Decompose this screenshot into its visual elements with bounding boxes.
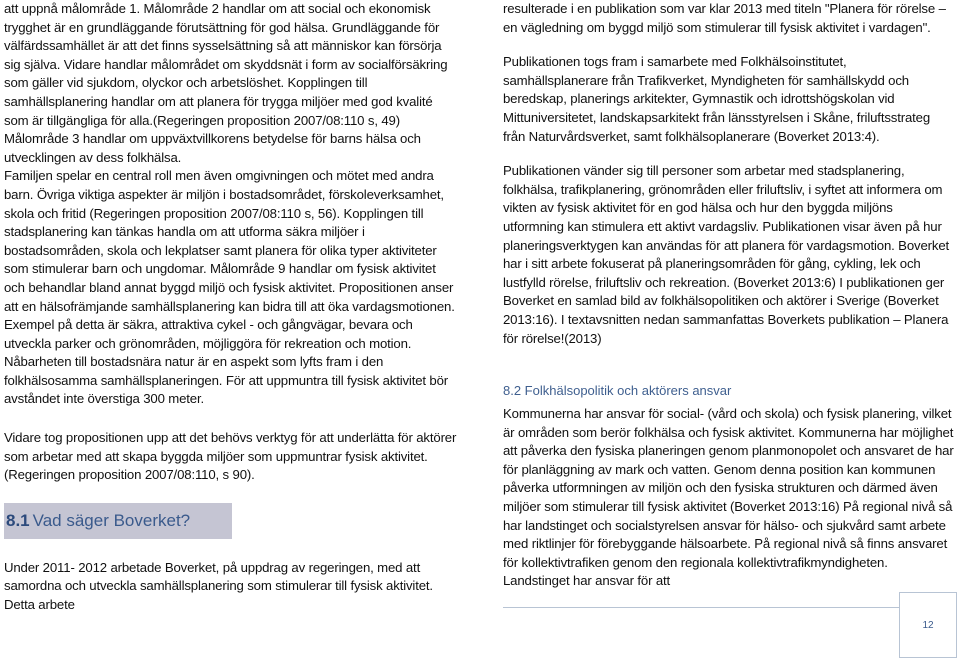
right-column <box>503 0 955 591</box>
section-heading-8-1 <box>4 503 232 539</box>
right-paragraph-3: Publikationen vänder sig till personer som arbetar med stadsplanering, folkhälsa, trafikplanering, grönområden eller friluftsliv, i syftet att informera om vikten av fysisk aktivitet för en god hälsa och hur den byggda miljöns utformning kan stimulera ett aktivt vardagsliv. Publikationen visar även på hur planeringsverktygen kan användas för att planera för vardagsmotion. Boverket har i sitt arbete fokuserat på planeringsområden för gång, cykling, lek och lustfylld rörelse, friluftsliv och rekreation. (Boverket 2013:6) I publikationen ger Boverket en samlad bild av folkhälsopolitiken och aktörer i Sverige (Boverket 2013:16). I textavsnitten nedan sammanfattas Boverkets publikation – Planera för rörelse!(2013) <box>503 163 950 346</box>
right-paragraph-4: Kommunerna har ansvar för social- (vård och skola) och fysisk planering, vilket är områden som berör folkhälsa och fysisk aktivitet. Kommunerna har möjlighet att påverka den fysiska planeringen genom planmonopolet och ansvaret de har för planläggning av mark och vatten. Genom denna position kan kommunen påverka utformningen av miljön och den fysiska strukturen och därmed även miljöer som stimulerar till fysisk aktivitet (Boverket 2013:16) På regional nivå så har landstinget och socialstyrelsen ansvar för hälso- och sjukvård samt arbete med riktlinjer för förebyggande hälsoarbete. På regional nivå så finns ansvaret för kollektivtrafiken genom den regionala kollektivtrafikmyndigheten. Landstinget har ansvar för att <box>503 406 954 589</box>
page-number: 12 <box>922 619 934 631</box>
page-number-box <box>899 592 957 658</box>
left-paragraph-2: Familjen spelar en central roll men även omgivningen och mötet med andra barn. Övriga viktiga aspekter är miljön i bostadsområdet, förskoleverksamhet, skola och fritid (Regeringen proposition 2007/08:110 s, 56). Kopplingen till stadsplanering kan tänkas handla om att utforma säkra miljöer i bostadsområden, skola och lekplatser samt planera för olika typer aktiviteter som stimulerar barn och ungdomar. Målområde 9 handlar om fysisk aktivitet och behandlar bland annat byggd miljö och fysisk aktivitet. Propositionen anser att en hälsofrämjande samhällsplanering kan bidra till att öka vardagsmotionen. Exempel på detta är säkra, attraktiva cykel - och gångvägar, bevara och utveckla parker och grönområden, möjliggöra för rekreation och motion. Nåbarheten till bostadsnära natur är en aspekt som lyfts fram i den folkhälsosamma samhällsplaneringen. För att uppmuntra till fysisk aktivitet bör avståndet inte överstiga 300 meter. <box>4 168 455 407</box>
footer-rule <box>503 607 899 608</box>
section-heading-number: 8.1 <box>6 510 30 530</box>
section-heading-8-2: 8.2 Folkhälsopolitik och aktörers ansvar <box>503 383 732 399</box>
right-paragraph-2: Publikationen togs fram i samarbete med Folkhälsoinstitutet, samhällsplanerare från Trafikverket, Myndigheten för samhällskydd och beredskap, planerings arkitekter, Gymnastik och idrottshögskolan vid Mittuniversitetet, landskapsarkitekt från länsstyrelsen i Skåne, friluftsstrateg från Naturvårdsverket, samt folkhälsoplanerare (Boverket 2013:4). <box>503 54 931 144</box>
left-paragraph-1: att uppnå målområde 1. Målområde 2 handlar om att social och ekonomisk trygghet är en grundläggande förutsättning för god hälsa. Grundläggande för välfärdssamhället är att det finns sysselsättning så att människor kan försörja sig själva. Vidare handlar målområdet om skyddsnät i form av socialförsäkring som gäller vid sjukdom, olyckor och arbetslöshet. Kopplingen till samhällsplanering handlar om att planera för trygga miljöer med god kvalité som är tillgängliga för alla.(Regeringen proposition 2007/08:110 s, 49) Målområde 3 handlar om uppväxtvillkorens betydelse för barns hälsa och utvecklingen av dess folkhälsa. <box>4 1 448 165</box>
left-column <box>4 0 460 615</box>
left-paragraph-3: Vidare tog propositionen upp att det behövs verktyg för att underlätta för aktörer som arbetar med att skapa byggda miljöer som uppmuntrar fysisk aktivitet. (Regeringen proposition 2007/08:110, s 90). <box>4 430 457 483</box>
section-heading-title: Vad säger Boverket? <box>32 510 191 530</box>
right-paragraph-1: resulterade i en publikation som var klar 2013 med titeln "Planera för rörelse – en vägledning om byggd miljö som stimulerar till fysisk aktivitet i vardagen". <box>503 1 946 35</box>
left-paragraph-4: Under 2011- 2012 arbetade Boverket, på uppdrag av regeringen, med att samordna och utveckla samhällsplanering som stimulerar till fysisk aktivitet. Detta arbete <box>4 559 433 613</box>
